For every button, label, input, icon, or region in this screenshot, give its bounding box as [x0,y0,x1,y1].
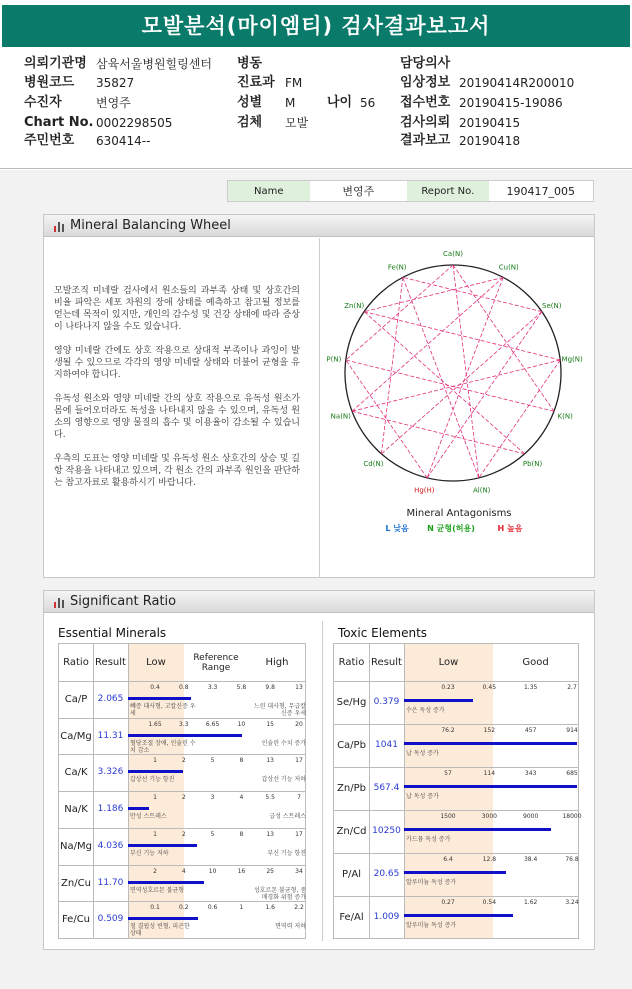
note-high: 급성 스트레스 [269,813,306,821]
header-label: 담당의사 [400,56,451,71]
ratio-result: 0.509 [97,914,124,925]
note-low: 철 결핍성 빈혈, 피곤한 상태 [130,923,190,938]
tick-label: 20 [295,720,303,728]
header-label: 진료과 [237,75,275,90]
toxic-row [334,896,578,939]
result-bar [404,914,513,917]
tick-label: 1 [153,830,157,838]
antagonism-line [479,360,560,478]
ratio-result: 2.065 [97,694,124,704]
tick-label: 2 [181,794,186,802]
col-ref-header: Reference Range [193,652,239,673]
tick-label: 3.24 [565,899,579,906]
wheel-node-label: Se(N) [542,301,562,310]
toxic-row [334,681,578,724]
toxic-title: Toxic Elements [338,626,428,640]
header-label: 주민번호 [24,133,75,148]
note-low: 혈당조절 장애, 인슐린 수치 감소 [130,739,196,754]
tick-label: 6.4 [443,856,453,863]
note-low: 카드뮴 독성 증가 [406,836,451,843]
header-label: 검사의뢰 [400,115,451,130]
antagonism-line [364,312,560,360]
essential-table [58,643,306,939]
col-result-header: Result [371,656,402,668]
result-bar [128,697,191,700]
header-label: 수진자 [24,95,62,110]
tick-label: 0.27 [441,899,455,906]
ratio-divider [322,621,323,941]
tick-label: 2.7 [567,684,577,691]
ratio-result: 3.326 [97,767,124,778]
essential-row [59,718,305,754]
essential-row [59,791,305,827]
note-high: 면역력 저하 [275,923,306,931]
ratio-label: Fe/Al [339,912,364,923]
header-label: 의뢰기관명 [24,56,87,71]
header-label: 병동 [237,56,263,71]
wheel-node-label: Pb(N) [522,459,543,468]
ratio-result: 20.65 [373,869,400,879]
tick-label: 0.54 [482,899,497,906]
wheel-node-label: Ca(N) [443,250,463,258]
mineral-wheel [320,240,592,570]
tick-label: 343 [524,770,537,777]
essential-row [59,901,305,937]
tick-label: 1500 [440,813,456,820]
tick-label: 152 [483,727,496,734]
tick-label: 6.65 [205,720,220,728]
report-title: 모발분석(마이엠티) 검사결과보고서 [2,5,630,47]
tick-label: 0.45 [482,684,497,691]
header-value: 20190418 [459,134,521,148]
result-bar [404,742,577,745]
ratio-label: Ca/K [64,767,88,779]
essential-title: Essential Minerals [58,626,167,640]
name-label: Name [228,181,310,201]
tick-label: 7 [297,794,301,802]
tick-label: 0.4 [150,684,160,691]
tick-label: 9000 [523,813,539,820]
tick-label: 15 [266,720,275,728]
tick-label: 17 [295,757,303,765]
bar-chart-icon [53,596,65,608]
tick-label: 2 [181,757,186,765]
ratio-result: 1041 [375,740,398,750]
tick-label: 57 [444,770,452,777]
note-high: 성호르몬 불균형, 중매경화 위험 증가 [253,886,306,901]
wheel-panel-header [44,215,594,237]
note-low: 면역성호르몬 불균형 [130,886,185,894]
note-high: 갑상선 기능 저하 [261,776,306,784]
tick-label: 4 [239,794,244,802]
tick-label: 1 [153,757,157,765]
wheel-node-label: Fe(N) [387,263,407,272]
toxic-row [334,853,578,896]
ratio-label: Fe/Cu [61,914,91,926]
antagonism-line [403,277,542,311]
wheel-node-label: Al(N) [472,486,491,495]
wheel-circle [345,265,561,481]
tick-label: 0.23 [441,684,455,691]
tick-label: 3.3 [179,720,189,728]
tick-label: 5.8 [236,684,247,691]
essential-row [59,754,305,790]
tick-label: 457 [524,727,537,734]
header-value: 20190414R200010 [459,76,575,90]
tick-label: 4 [181,867,186,875]
ratio-result: 567.4 [373,783,400,793]
col-ratio-header: Ratio [63,656,89,668]
report-no-value: 190417_005 [506,184,576,198]
header-label: 병원코드 [24,75,75,90]
note-low: 갑상선 기능 항진 [130,776,175,784]
result-bar [404,699,473,702]
wheel-node-label: Cu(N) [498,263,519,272]
name-box [227,180,594,202]
tick-label: 5 [210,757,215,765]
ratio-panel-header [44,591,594,613]
tick-label: 8 [239,830,244,838]
report-no-label: Report No. [407,181,489,201]
header-value: 20190415 [459,116,521,130]
header-value: 35827 [96,76,135,90]
col-low-header: Low [146,656,166,668]
antagonism-line [346,360,554,411]
result-bar [128,807,149,810]
ratio-label: Zn/Cd [336,826,367,837]
wheel-legend-item: H 높음 [497,524,523,533]
tick-label: 3.3 [207,684,218,691]
essential-row [59,681,305,717]
tick-label: 76.8 [565,856,579,863]
tick-label: 3 [210,794,215,802]
ratio-label: Ca/Pb [337,740,366,751]
ratio-label: Ca/P [64,694,88,705]
tick-label: 114 [483,770,496,777]
tick-label: 38.4 [523,856,538,863]
result-bar [128,770,183,773]
essential-row [59,865,305,901]
wheel-node-label: K(N) [557,412,573,421]
antagonism-line [352,360,560,411]
ratio-label: Na/K [64,804,88,816]
col-low-header: Low [438,656,459,668]
result-bar [404,871,506,874]
wheel-paragraph: 영양 미네랄 간에도 상호 작용으로 상대적 부족이나 과잉이 발생될 수 있으므로 각각의 영양 미네랄 상태와 더불어 균형을 유지하여야 합니다. [54,346,300,380]
tick-label: 0.6 [207,904,218,912]
tick-label: 1.65 [148,720,162,728]
header-label: 접수번호 [400,95,451,110]
note-low: 알루미늄 독성 증가 [406,879,457,886]
result-bar [128,844,197,847]
toxic-row [334,724,578,767]
age-label: 나이 [327,95,353,110]
wheel-legend-item: N 균형(허용) [427,524,475,533]
tick-label: 2.2 [294,904,304,912]
result-bar [128,917,198,920]
tick-label: 13 [266,830,275,838]
ratio-result: 4.036 [97,840,124,851]
tick-label: 2 [181,830,186,838]
wheel-node-label: Hg(H) [414,486,435,495]
essential-row [59,828,305,864]
tick-label: 0.1 [150,904,160,912]
tick-label: 76.2 [441,727,455,734]
header-label: 결과보고 [400,133,451,148]
tick-label: 25 [266,867,275,875]
ratio-result: 11.70 [97,877,124,888]
result-bar [128,734,242,737]
header-value: M [285,96,296,110]
wheel-paragraph: 모발조직 미네랄 검사에서 원소들의 과부족 상태 및 상호간의 비율 파악은 세포 차원의 장애 상태를 예측하고 참고될 정보를 얻는데 목적이 있지만, 개인의 감수성 및 건강 상태에 따라 증상이 나타나지 않을 수도 있습니다. [54,286,300,332]
tick-label: 3000 [481,813,497,820]
wheel-node-label: Cd(N) [363,459,384,468]
header-label: 성별 [237,95,263,110]
note-high: 인슐린 수치 증가 [261,739,306,747]
toxic-table [333,643,582,939]
tick-label: 1.35 [523,684,538,691]
tick-label: 1 [153,794,157,802]
tick-label: 9.8 [265,684,275,691]
tick-label: 18000 [562,813,582,820]
header-value: 삼육서울병원힐링센터 [96,57,212,71]
tick-label: 34 [295,867,303,875]
tick-label: 17 [295,830,303,838]
ratio-label: Zn/Cu [61,877,91,889]
note-low: 알루미늄 독성 증가 [406,922,457,929]
ratio-label: Ca/Mg [60,730,92,742]
wheel-caption: Mineral Antagonisms [406,508,512,519]
tick-label: 12.8 [482,856,497,863]
note-high: 부신 기능 항진 [267,849,306,857]
col-good-header: Good [522,656,549,668]
col-ratio-header: Ratio [338,656,365,668]
tick-label: 0.8 [179,684,189,691]
note-low: 만성 스트레스 [130,813,167,821]
antagonism-line [346,360,427,478]
col-result-header: Result [95,656,126,668]
tick-label: 685 [566,770,578,777]
wheel-node-label: Zn(N) [344,301,365,310]
result-bar [128,881,204,884]
tick-label: 13 [295,684,303,691]
tick-label: 10 [237,720,246,728]
header-divider [0,168,632,169]
result-bar [404,828,551,831]
header-value: 모발 [285,116,309,130]
wheel-panel-title: Mineral Balancing Wheel [70,218,231,233]
age-value: 56 [360,96,376,110]
tick-label: 5 [210,830,215,838]
ratio-result: 1.186 [97,804,124,815]
tick-label: 0.2 [179,904,189,912]
ratio-label: Se/Hg [336,697,367,708]
wheel-node-label: P(N) [326,355,342,364]
header-value: FM [285,76,303,90]
tick-label: 914 [566,727,578,734]
header-value: 변영주 [96,96,131,110]
wheel-node-label: Mg(N) [561,355,583,364]
tick-label: 16 [237,867,246,875]
tick-label: 5.5 [265,794,275,802]
result-bar [404,785,577,788]
ratio-label: Zn/Pb [337,783,366,794]
ratio-label: Na/Mg [60,840,92,852]
wheel-paragraph: 우측의 도표는 영양 미네랄 및 유독성 원소 상호간의 상승 및 길항 작용을 나타내고 있으며, 각 원소 간의 과부족 원인을 판단하는 참고자료로 활용하시기 바랍니다. [54,454,300,488]
wheel-description [54,285,300,501]
header-label: 임상정보 [400,75,451,90]
note-low: 빼증 대사형, 고칼신증 우세 [130,703,196,717]
tick-label: 10 [208,867,217,875]
bar-chart-icon [53,220,65,232]
tick-label: 1 [239,904,244,912]
wheel-paragraph: 유독성 원소와 영양 미네랄 간의 상호 작용으로 유독성 원소가 몸에 들어오더라도 독성을 나타내지 않을 수 있으며, 유독성 원소의 영향으로 영양 물질의 흡수 및 이용율이 감소될 수 있습니다. [54,394,300,440]
note-low: 납 독성 증가 [406,750,439,757]
antagonism-line [453,265,554,411]
header-label: Chart No. [24,115,94,130]
tick-label: 1.62 [523,899,538,906]
note-low: 부신 기능 저하 [130,849,169,857]
col-high-header: High [265,656,289,668]
header-value: 630414-- [96,134,151,148]
ratio-result: 0.379 [373,697,400,707]
ratio-result: 1.009 [373,912,400,922]
tick-label: 1.6 [265,904,275,912]
note-low: 수은 독성 증가 [406,707,445,714]
note-low: 납 독성 증가 [406,793,439,800]
tick-label: 2 [153,867,157,875]
toxic-row [334,810,582,853]
toxic-row [334,767,578,810]
ratio-panel-title: Significant Ratio [70,594,177,609]
wheel-legend-item: L 낮음 [385,524,409,533]
note-high: 느린 대사형, 무급칼신증 우세 [253,703,306,717]
header-label: 검체 [237,115,263,130]
header-value: 20190415-19086 [459,96,563,110]
header-value: 0002298505 [96,116,173,130]
ratio-label: P/Al [341,869,362,880]
ratio-result: 10250 [372,826,401,836]
name-value: 변영주 [342,185,375,198]
tick-label: 8 [239,757,244,765]
antagonism-line [352,277,503,411]
ratio-result: 11.31 [97,730,124,741]
wheel-node-label: Na(N) [330,412,351,421]
tick-label: 13 [266,757,275,765]
